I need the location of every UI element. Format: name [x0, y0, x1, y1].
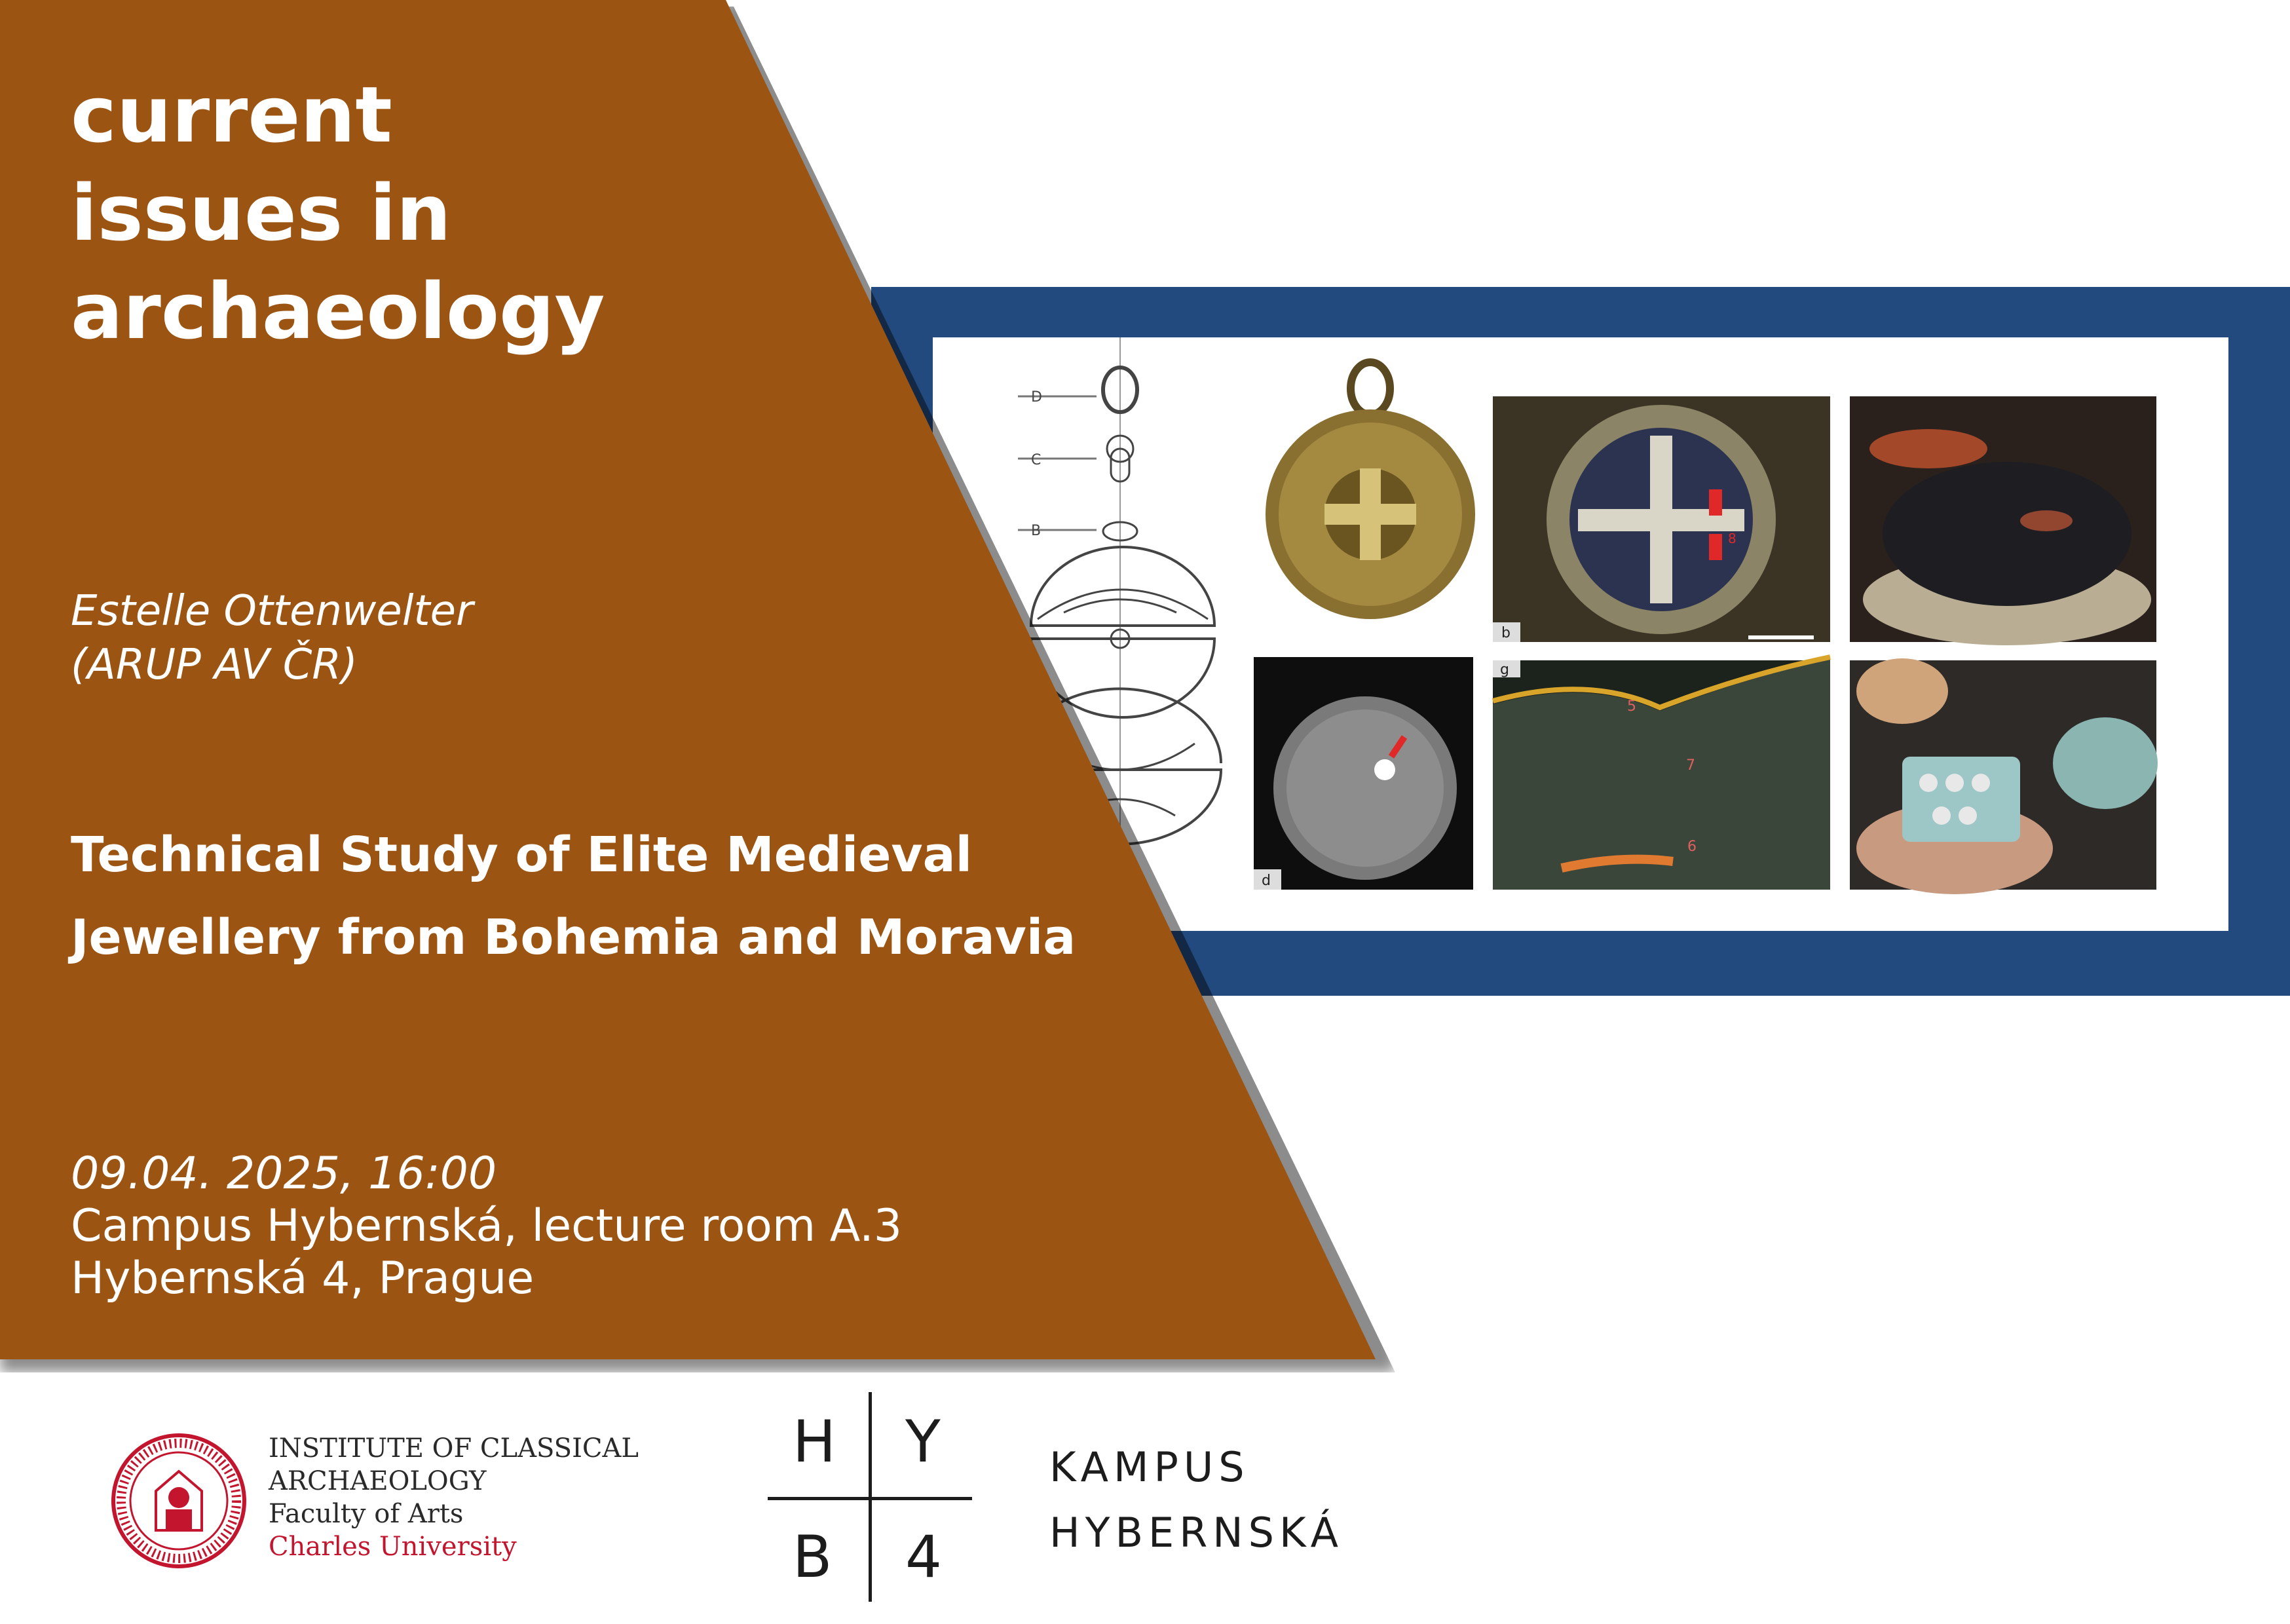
- hyb4-logo: [768, 1392, 972, 1602]
- hyb4-horizontal-line: [768, 1497, 972, 1500]
- talk-title-line: Technical Study of Elite Medieval: [71, 827, 972, 883]
- panel-label-g: g: [1500, 662, 1509, 678]
- charles-university-seal-logo: [110, 1432, 248, 1572]
- cross-section-photo: [1493, 657, 1830, 890]
- panel-label-b: b: [1501, 625, 1511, 641]
- institute-block: [269, 1432, 639, 1563]
- event-address: Hybernská 4, Prague: [71, 1253, 535, 1304]
- crucible-fire-photo: [1850, 396, 2156, 645]
- panel-label-d: d: [1262, 873, 1271, 889]
- point-label-6: 6: [1687, 839, 1697, 855]
- xray-photo: [1254, 657, 1473, 890]
- gold-pendant-photo: [1266, 362, 1475, 619]
- institute-line: INSTITUTE OF CLASSICAL: [269, 1433, 639, 1463]
- institute-line: ARCHAEOLOGY: [269, 1466, 487, 1496]
- kampus-line: HYBERNSKÁ: [1049, 1509, 1343, 1557]
- talk-title-line: Jewellery from Bohemia and Moravia: [71, 909, 1076, 966]
- kampus-line: KAMPUS: [1049, 1443, 1250, 1491]
- hyb4-letter-4: 4: [905, 1523, 942, 1591]
- point-label-5: 5: [1627, 698, 1636, 715]
- speaker-affiliation: (ARUP AV ČR): [71, 641, 358, 689]
- series-title: [71, 66, 605, 360]
- drawing-label-d: D: [1031, 389, 1042, 406]
- series-title-line: issues in: [71, 168, 451, 258]
- series-title-line: current: [71, 69, 392, 160]
- hyb4-letter-h: H: [793, 1408, 836, 1475]
- kampus-hybernska-wordmark: [1049, 1435, 1343, 1566]
- event-date-time: 09.04. 2025, 16:00: [71, 1148, 497, 1199]
- drawing-label-c: C: [1031, 452, 1042, 468]
- enamel-detail-photo: [1493, 396, 1830, 642]
- drawing-label-b: B: [1031, 523, 1042, 539]
- speaker-name: Estelle Ottenwelter: [71, 587, 474, 635]
- series-title-line: archaeology: [71, 266, 605, 356]
- university-name: Charles University: [269, 1532, 517, 1562]
- talk-title: [71, 814, 1076, 979]
- hyb4-letter-y: Y: [905, 1408, 941, 1475]
- hyb4-letter-b: B: [793, 1523, 833, 1591]
- event-venue: Campus Hybernská, lecture room A.3: [71, 1200, 902, 1252]
- faculty-line: Faculty of Arts: [269, 1499, 464, 1529]
- point-label-8: 8: [1728, 531, 1736, 546]
- point-label-7: 7: [1686, 757, 1695, 774]
- sample-dish-photo: [1850, 658, 2158, 894]
